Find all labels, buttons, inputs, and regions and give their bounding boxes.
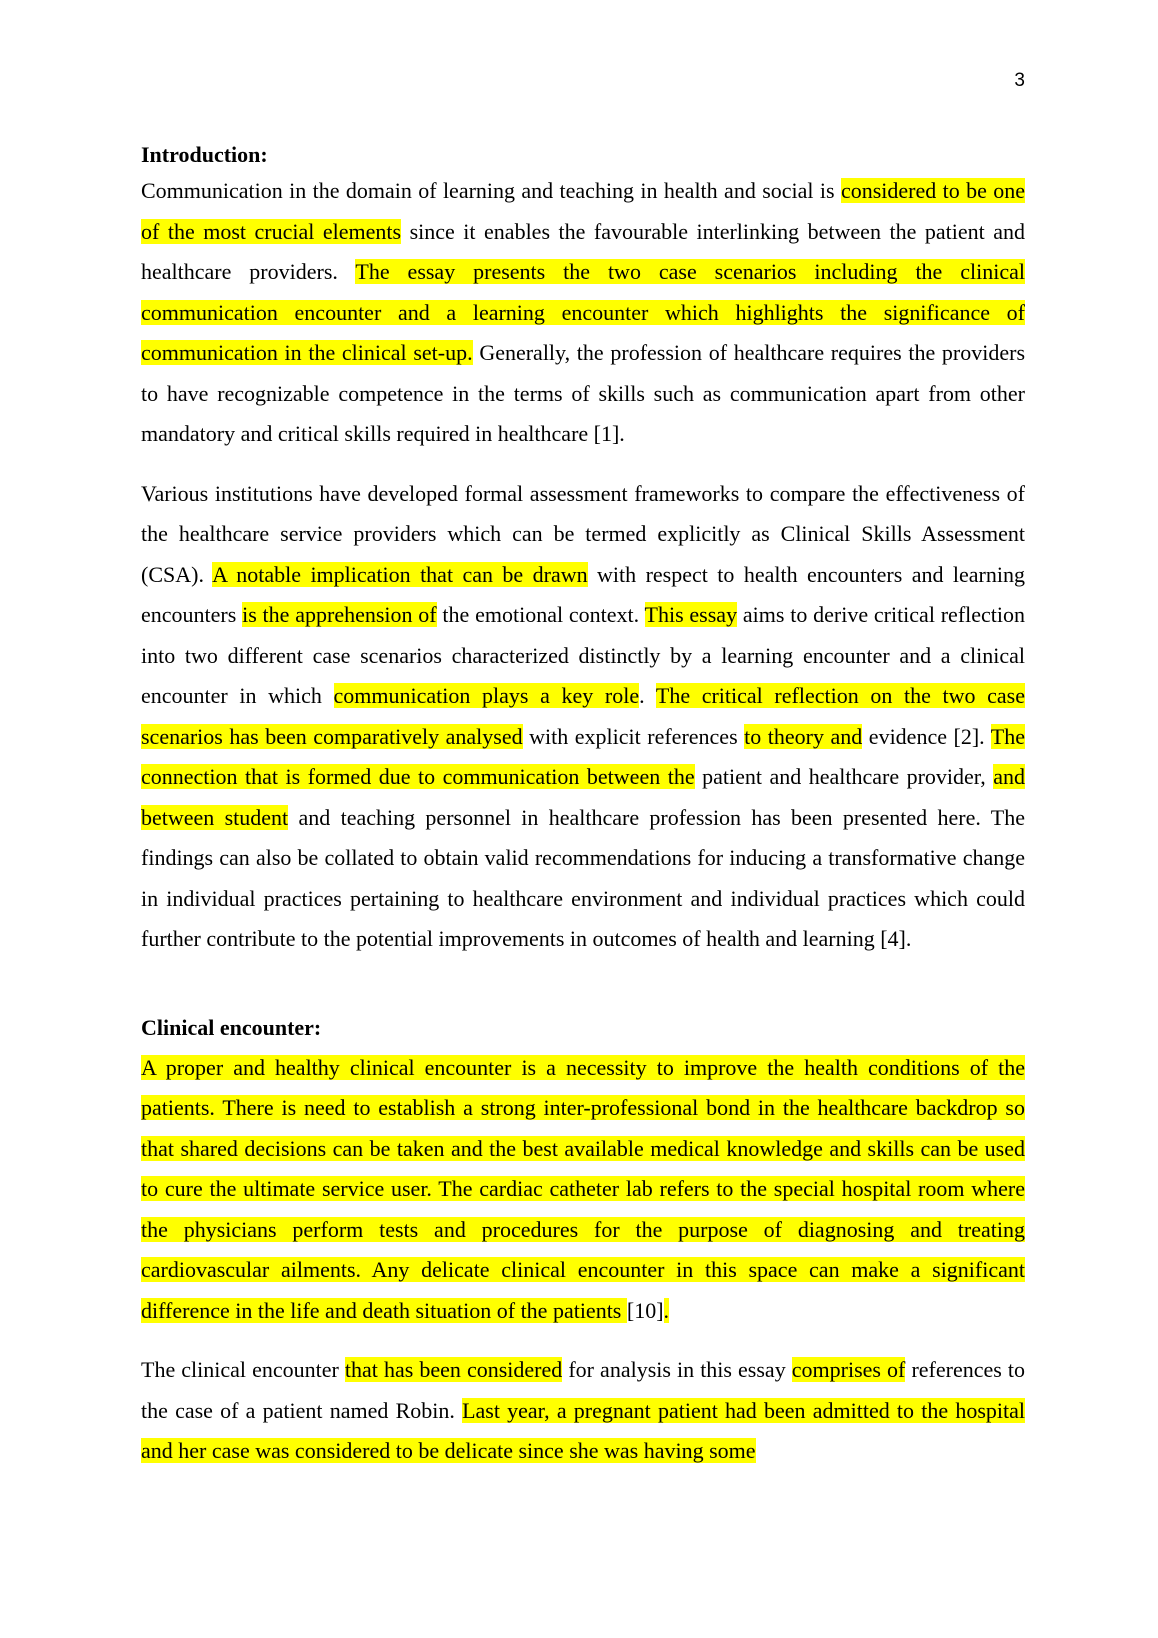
highlighted-text: and between student — [141, 764, 1025, 830]
document-body — [141, 139, 1025, 1472]
text-run: . — [639, 683, 656, 708]
introduction-paragraph-2 — [141, 474, 1025, 960]
clinical-encounter-heading: Clinical encounter: — [141, 1014, 322, 1040]
text-run: patient and healthcare provider, — [694, 764, 994, 789]
highlighted-text: is the apprehension of — [242, 602, 437, 627]
introduction-paragraph-1 — [141, 171, 1025, 455]
highlighted-text: considered to be one of the most crucial elements — [141, 178, 1025, 244]
highlighted-text: The essay presents the two case scenarios including the clinical communication encounter and a learning encounter which highlights the significance of communication in the clinical set-up. — [141, 259, 1025, 365]
introduction-heading: Introduction: — [141, 142, 268, 167]
text-run: references to the case of a patient named Robin. — [141, 1357, 1026, 1423]
text-run: Generally, the profession of healthcare requires the providers to have recognizable competence in the terms of skills such as communication apart from other mandatory and critical skills required in healthcare [1]. — [141, 340, 1026, 446]
highlighted-text: A notable implication that can be drawn — [212, 561, 588, 587]
text-run: evidence [2]. — [862, 723, 991, 749]
highlighted-text: A proper and healthy clinical encounter is a necessity to improve the health conditions of the patients. There is need to establish a strong inter-professional bond in the healthcare backdrop so that shared decisions can be taken and the best available medical knowledge and skills can be used to cure the ultimate service user. The cardiac catheter lab refers to the special hospital room where the physicians perform tests and procedures for the purpose of diagnosing and treating cardiovascular ailments. Any delicate clinical encounter in this space can make a significant difference in the life and death situation of the patients — [141, 1054, 1025, 1323]
highlighted-text: This essay — [644, 602, 738, 627]
highlighted-text: communication plays a key role — [333, 683, 640, 708]
text-run: aims to derive critical reflection into two different case scenarios characterized distinctly by a learning encounter and a clinical encounter in which — [141, 602, 1026, 708]
text-run: with explicit references — [522, 723, 745, 749]
text-run: [10] — [626, 1297, 664, 1323]
clinical-paragraph-2 — [141, 1350, 1025, 1472]
highlighted-text: The connection that is formed due to communication between the — [141, 723, 1025, 789]
text-run: since it enables the favourable interlinking between the patient and healthcare providers. — [141, 218, 1025, 284]
highlighted-text: . — [663, 1297, 670, 1323]
text-run: for analysis in this essay — [562, 1357, 792, 1382]
page-number: 3 — [1014, 70, 1025, 91]
highlighted-text: to theory and — [744, 723, 863, 749]
text-run: with respect to health encounters and learning encounters — [141, 561, 1025, 627]
highlighted-text: comprises of — [791, 1357, 906, 1382]
text-run: The clinical encounter — [141, 1357, 345, 1382]
highlighted-text: The critical reflection on the two case scenarios has been comparatively analysed — [141, 683, 1026, 749]
text-run: Various institutions have developed formal assessment frameworks to compare the effectiveness of the healthcare service providers which can be termed explicitly as Clinical Skills Assessment (CSA). — [141, 480, 1025, 587]
highlighted-text: Last year, a pregnant patient had been admitted to the hospital and her case was considered to be delicate since she was having some — [141, 1397, 1025, 1463]
text-run: Communication in the domain of learning and teaching in health and social is — [141, 178, 841, 203]
clinical-paragraph-1 — [141, 1048, 1025, 1332]
highlighted-text: that has been considered — [344, 1357, 563, 1382]
text-run: and teaching personnel in healthcare profession has been presented here. The findings can also be collated to obtain valid recommendations for inducing a transformative change in individual practices pertaining to healthcare environment and individual practices which could further contribute to the potential improvements in outcomes of health and learning [4]. — [141, 804, 1025, 951]
text-run: the emotional context. — [436, 602, 645, 627]
